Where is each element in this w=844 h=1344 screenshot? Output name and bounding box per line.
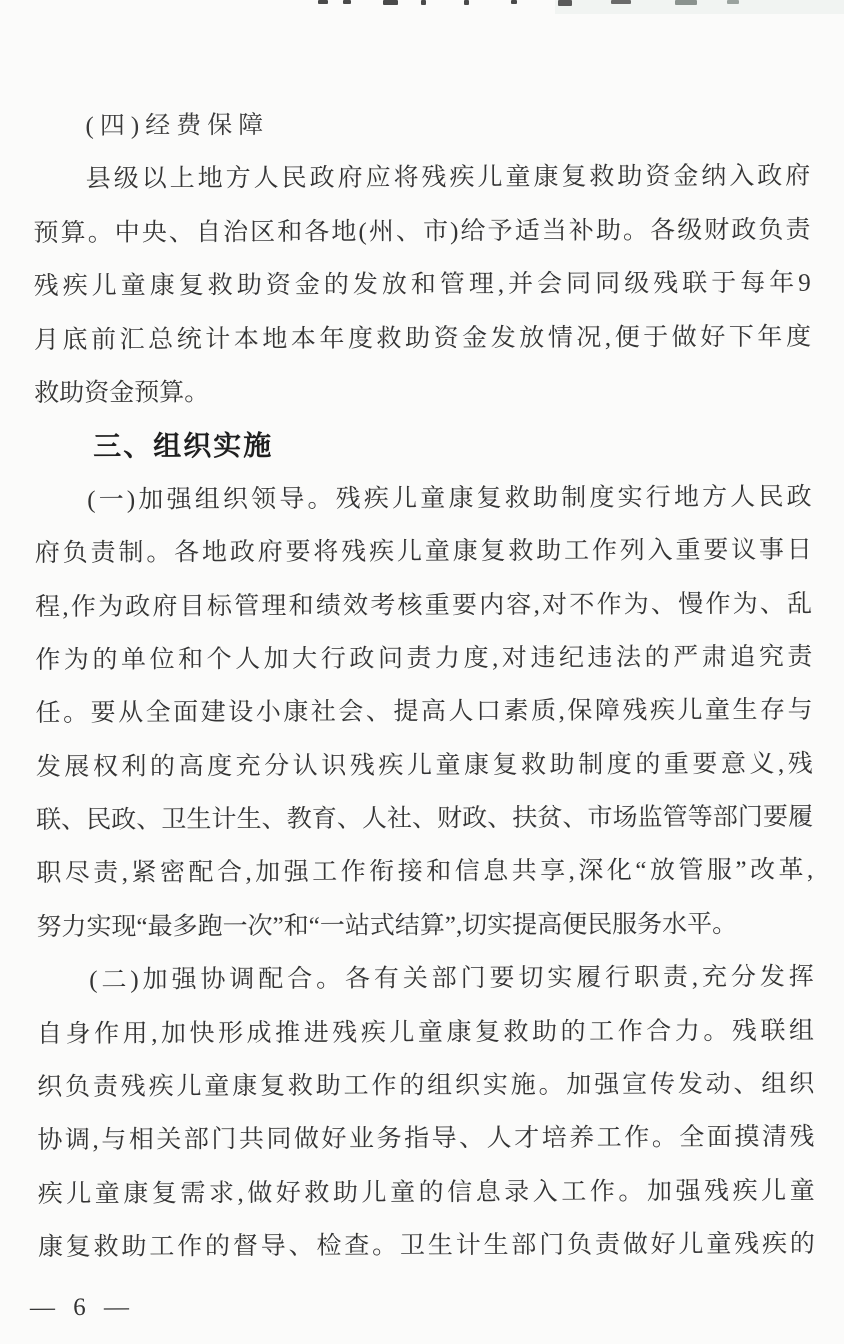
text-line: 努力实现“最多跑一次”和“一站式结算”,切实提高便民服务水平。 [36, 910, 738, 941]
page-number: — 6 — [29, 1293, 136, 1322]
text-line: 程,作为政府目标管理和绩效考核重要内容,对不作为、慢作为、乱 [35, 590, 813, 621]
text-line: 府负责制。各地政府要将残疾儿童康复救助工作列入重要议事日 [34, 536, 812, 568]
text-line: 自身作用,加快形成推进残疾儿童康复救助的工作合力。残联组 [36, 1017, 815, 1048]
text-line: (一)加强组织领导。残疾儿童康复救助制度实行地方人民政 [87, 483, 812, 514]
text-line: 救助资金预算。 [34, 379, 210, 407]
text-line: 预算。中央、自治区和各地(州、市)给予适当补助。各级财政负责 [33, 216, 811, 247]
text-line: 织负责残疾儿童康复救助工作的组织实施。加强宣传发动、组织 [37, 1070, 815, 1102]
text-line: 县级以上地方人民政府应将残疾儿童康复救助资金纳入政府 [85, 163, 811, 194]
text-line: 疾儿童康复需求,做好救助儿童的信息录入工作。加强残疾儿童 [37, 1177, 815, 1208]
text-line: 职尽责,紧密配合,加强工作衔接和信息共享,深化“放管服”改革, [36, 857, 814, 888]
text-line: 联、民政、卫生计生、教育、人社、财政、扶贫、市场监管等部门要履 [35, 803, 814, 835]
text-line: 协调,与相关部门共同做好业务指导、人才培养工作。全面摸清残 [37, 1124, 815, 1155]
heading-line: 三、组织实施 [93, 430, 274, 463]
subheading-line: (四)经费保障 [85, 112, 270, 140]
text-line: 任。要从全面建设小康社会、提高人口素质,保障残疾儿童生存与 [35, 696, 813, 728]
text-line: 月底前汇总统计本地本年度救助资金发放情况,便于做好下年度 [33, 323, 812, 354]
text-line: (二)加强协调配合。各有关部门要切实履行职责,充分发挥 [89, 963, 814, 995]
text-line: 康复救助工作的督导、检查。卫生计生部门负责做好儿童残疾的 [37, 1230, 815, 1262]
text-line: 发展权利的高度充分认识残疾儿童康复救助制度的重要意义,残 [35, 750, 813, 781]
text-line: 作为的单位和个人加大行政问责力度,对违纪违法的严肃追究责 [35, 643, 813, 674]
text-line: 残疾儿童康复救助资金的发放和管理,并会同同级残联于每年9 [33, 269, 811, 301]
